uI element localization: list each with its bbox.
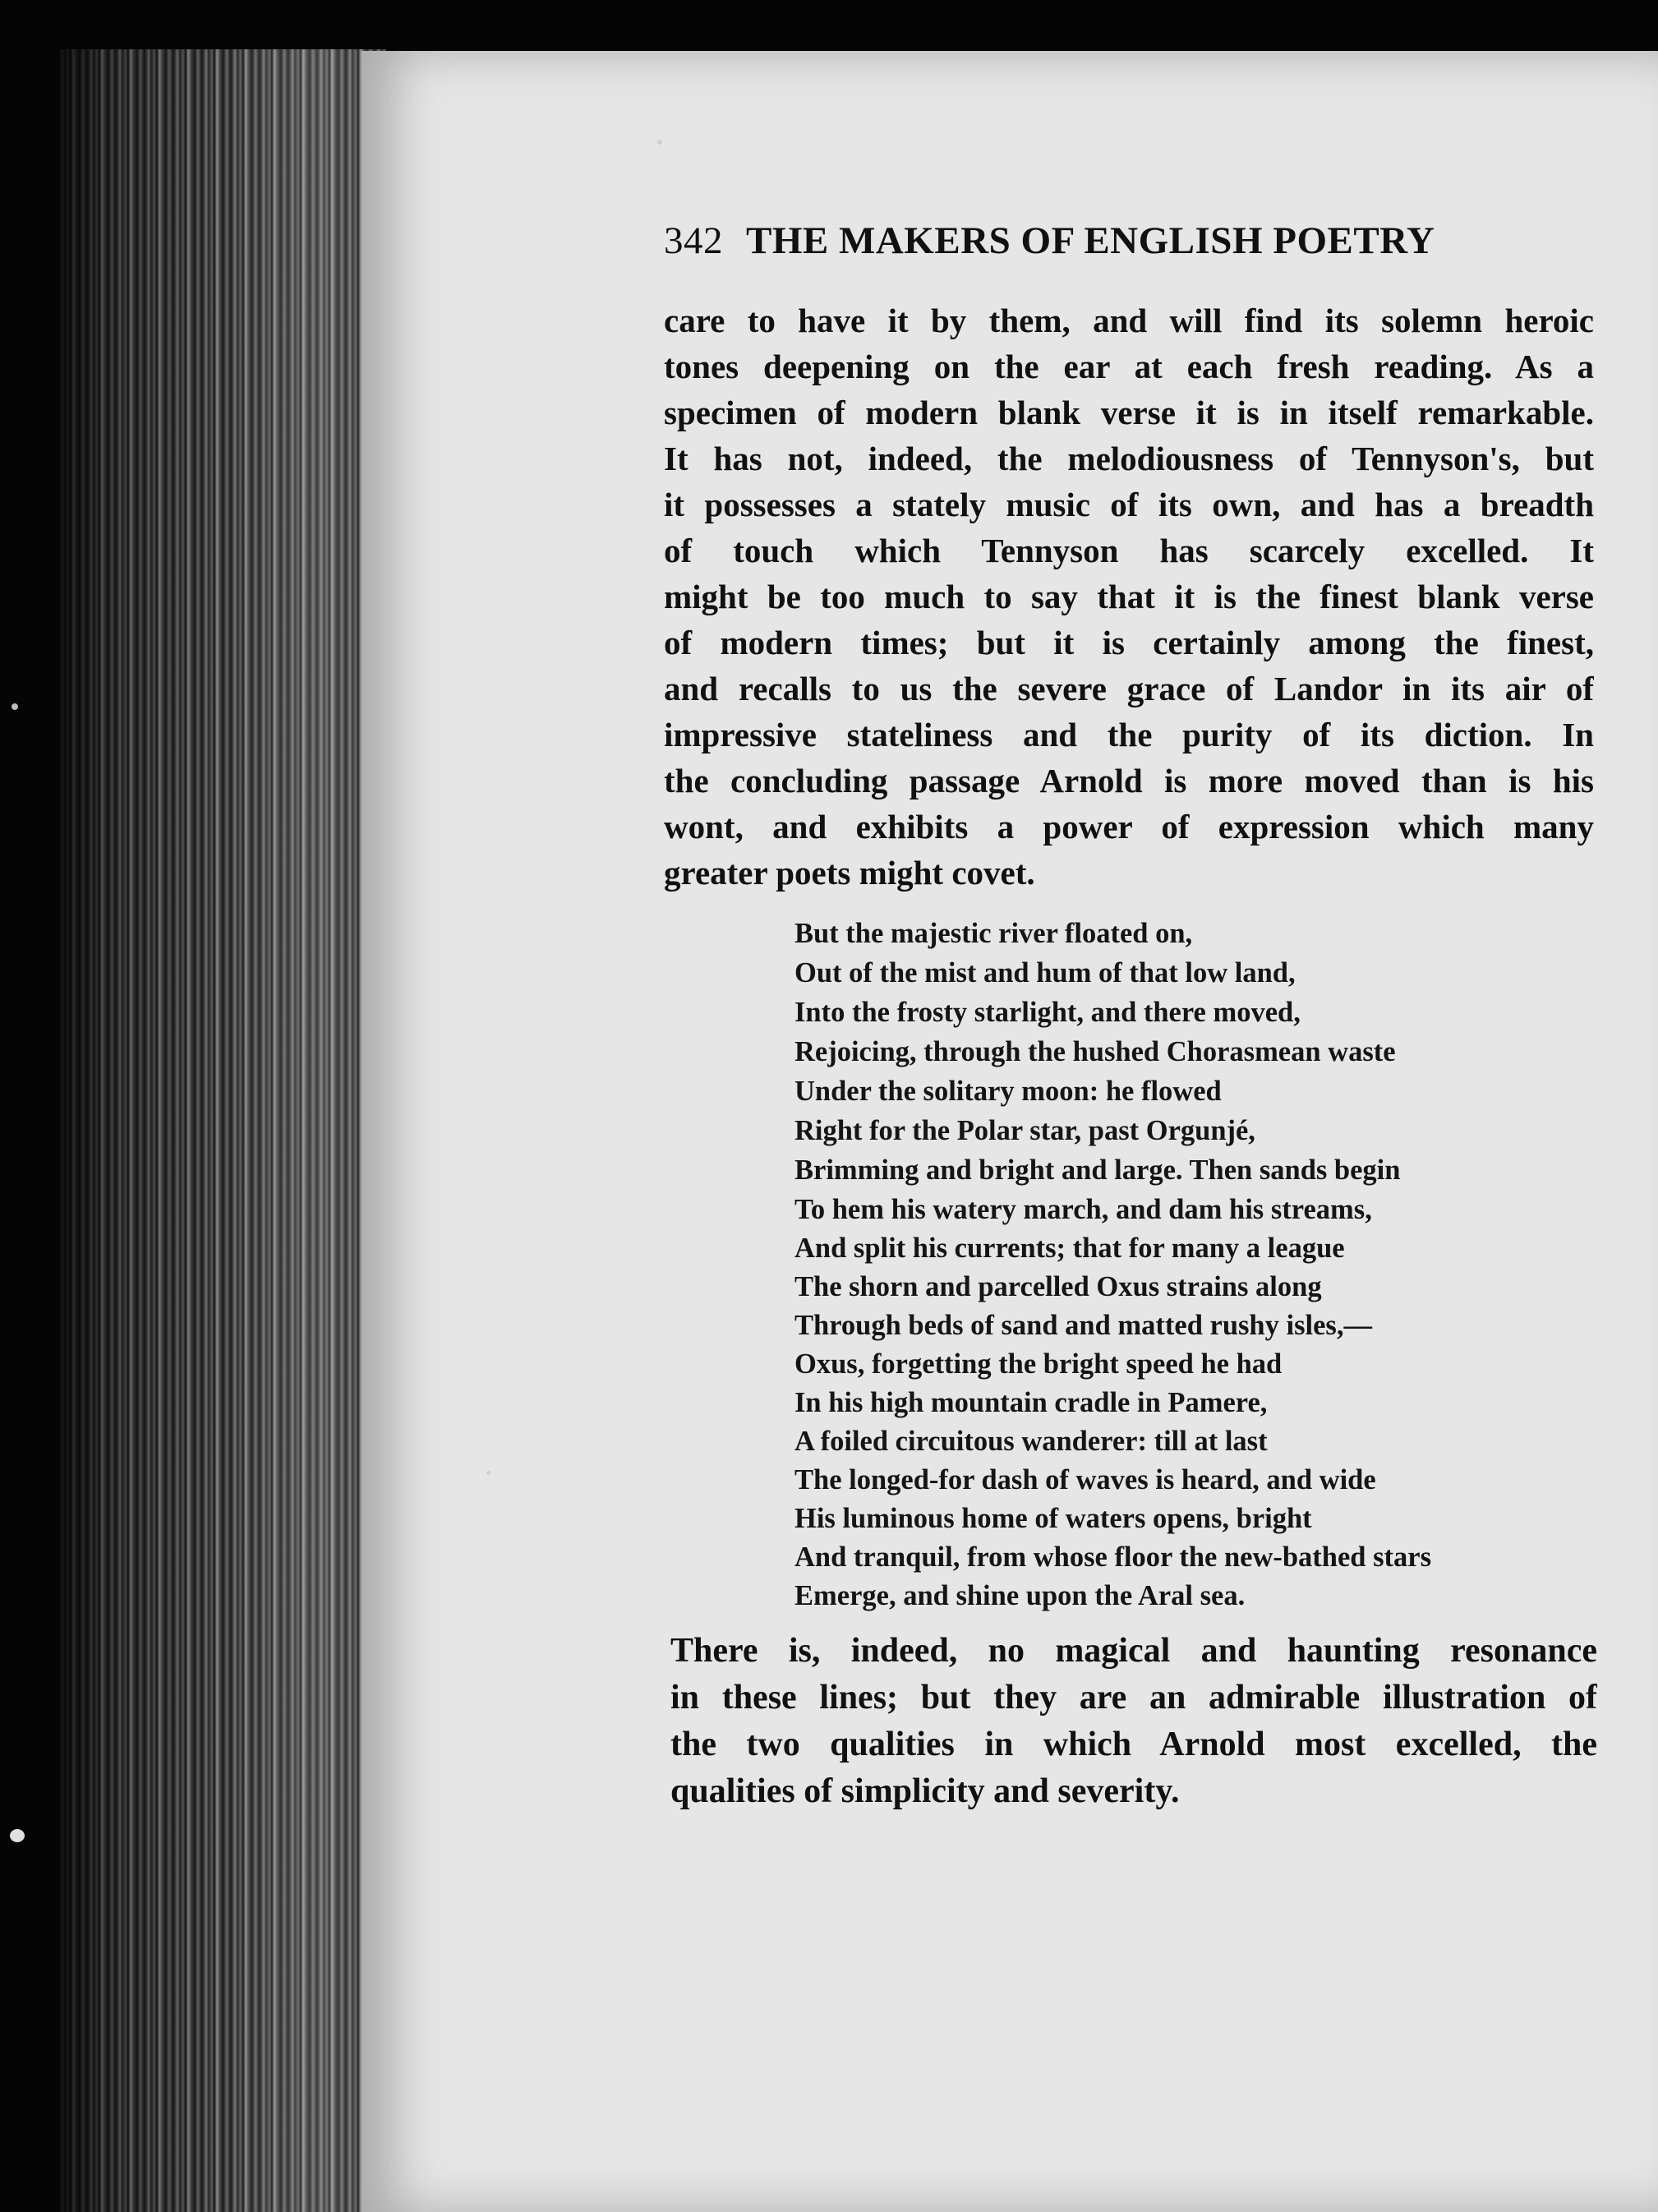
verse-line: The longed-for dash of waves is heard, and wide [794, 1464, 1376, 1495]
paragraph-1-line: it possesses a stately music of its own, and has a breadth [664, 486, 1594, 523]
dust-speck [657, 140, 662, 145]
verse-line: Rejoicing, through the hushed Chorasmean waste [794, 1036, 1396, 1067]
paragraph-1-line: wont, and exhibits a power of expression which many [664, 808, 1594, 846]
book-title: THE MAKERS OF ENGLISH POETRY [746, 219, 1435, 262]
running-head [664, 219, 1510, 263]
verse-line: The shorn and parcelled Oxus strains along [794, 1271, 1322, 1302]
dust-speck [12, 703, 18, 710]
verse-line: Oxus, forgetting the bright speed he had [794, 1348, 1283, 1380]
paragraph-1-line: might be too much to say that it is the finest blank verse [664, 578, 1594, 615]
paragraph-1-line: care to have it by them, and will find its solemn heroic [664, 302, 1594, 339]
paragraph-2-line: in these lines; but they are an admirable illustration of [670, 1679, 1597, 1717]
paragraph-1-line: It has not, indeed, the melodiousness of Tennyson's, but [664, 440, 1594, 477]
verse-line: His luminous home of waters opens, bright [794, 1503, 1312, 1534]
page-number: 342 [664, 219, 723, 262]
paragraph-2-line: There is, indeed, no magical and haunting resonance [670, 1632, 1597, 1670]
verse-line: In his high mountain cradle in Pamere, [794, 1387, 1268, 1418]
paragraph-2-line: the two qualities in which Arnold most excelled, the [670, 1726, 1597, 1763]
paragraph-1-line: impressive stateliness and the purity of its diction. In [664, 716, 1594, 753]
paragraph-2-line: qualities of simplicity and severity. [670, 1772, 1180, 1810]
verse-line: Emerge, and shine upon the Aral sea. [794, 1580, 1246, 1611]
paragraph-1-line: the concluding passage Arnold is more moved than is his [664, 762, 1594, 800]
dust-speck [486, 1471, 490, 1475]
paragraph-1-line: specimen of modern blank verse it is in itself remarkable. [664, 394, 1594, 431]
verse-line: Right for the Polar star, past Orgunjé, [794, 1115, 1255, 1146]
verse-line: But the majestic river floated on, [794, 918, 1193, 949]
verse-line: And split his currents; that for many a league [794, 1233, 1345, 1264]
page-edges-shadow [58, 49, 386, 2212]
verse-line: Through beds of sand and matted rushy isles,— [794, 1310, 1372, 1341]
verse-line: Out of the mist and hum of that low land, [794, 957, 1296, 988]
verse-line: A foiled circuitous wanderer: till at last [794, 1426, 1268, 1457]
paragraph-1-line: and recalls to us the severe grace of Landor in its air of [664, 670, 1594, 707]
verse-line: And tranquil, from whose floor the new-bathed stars [794, 1541, 1432, 1573]
paragraph-1-line: greater poets might covet. [664, 854, 1035, 892]
paragraph-1-line: of touch which Tennyson has scarcely excelled. It [664, 532, 1594, 569]
verse-line: To hem his watery march, and dam his streams, [794, 1194, 1372, 1225]
verse-line: Under the solitary moon: he flowed [794, 1076, 1222, 1107]
paragraph-1-line: tones deepening on the ear at each fresh reading. As a [664, 348, 1594, 385]
paragraph-1-line: of modern times; but it is certainly among the finest, [664, 624, 1594, 661]
dust-speck [10, 1829, 25, 1842]
verse-line: Brimming and bright and large. Then sands begin [794, 1154, 1401, 1186]
verse-line: Into the frosty starlight, and there moved, [794, 997, 1301, 1028]
